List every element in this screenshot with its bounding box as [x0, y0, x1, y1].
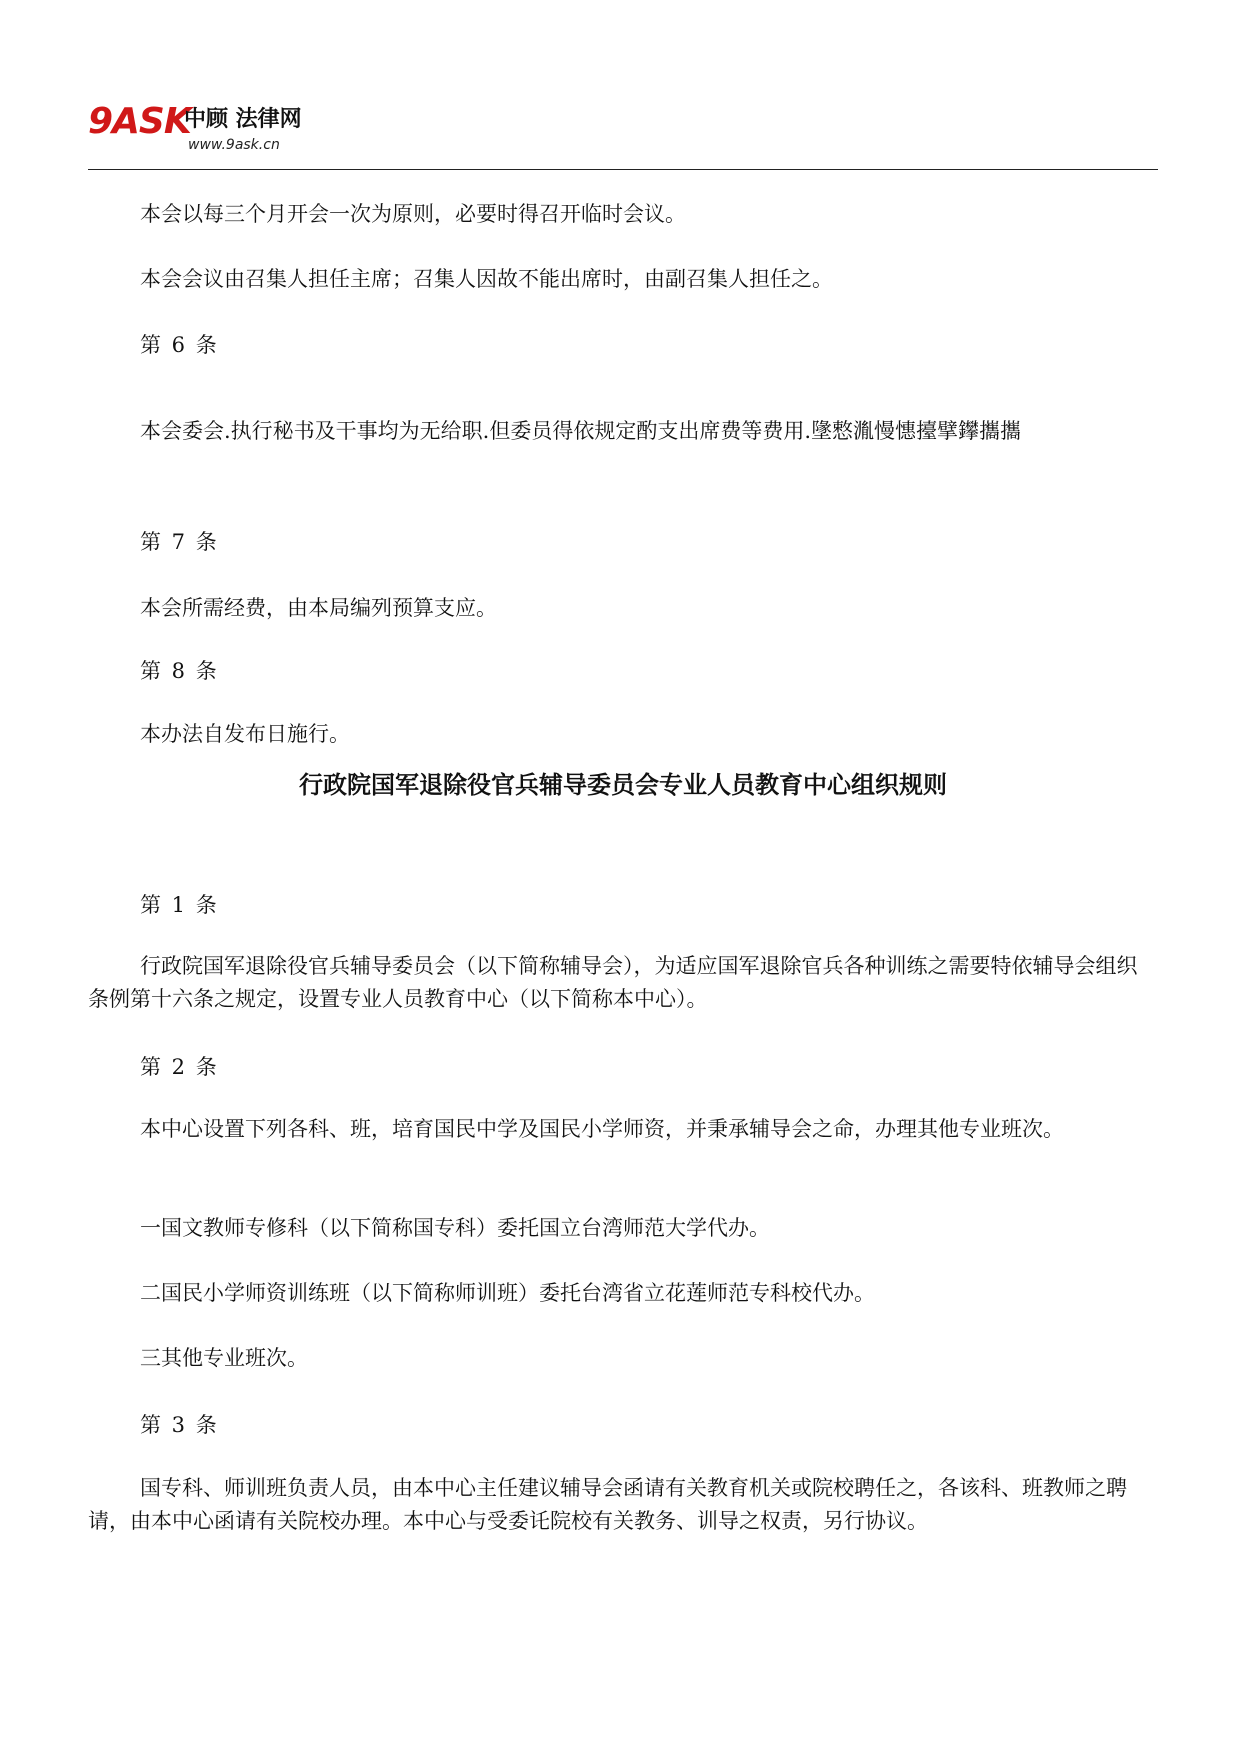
paragraph: 本中心设置下列各科、班，培育国民中学及国民小学师资，并秉承辅导会之命，办理其他专业班次。 — [140, 1117, 1064, 1141]
article-heading: 第 7 条 — [140, 530, 219, 554]
paragraph: 本会所需经费，由本局编列预算支应。 — [140, 596, 497, 620]
page-header — [88, 92, 1158, 170]
paragraph: 本办法自发布日施行。 — [140, 722, 350, 746]
article-heading: 第 2 条 — [140, 1055, 219, 1079]
article-heading: 第 6 条 — [140, 333, 219, 357]
logo-url: www.9ask.cn — [188, 137, 280, 153]
paragraph: 一国文教师专修科（以下简称国专科）委托国立台湾师范大学代办。 — [140, 1216, 770, 1240]
document-title: 行政院国军退除役官兵辅导委员会专业人员教育中心组织规则 — [299, 771, 947, 799]
article-heading: 第 1 条 — [140, 893, 219, 917]
paragraph: 本会以每三个月开会一次为原则，必要时得召开临时会议。 — [140, 202, 686, 226]
paragraph: 行政院国军退除役官兵辅导委员会（以下简称辅导会），为适应国军退除官兵各种训练之需要特依辅导会组织条例第十六条之规定，设置专业人员教育中心（以下简称本中心）。 — [88, 954, 1138, 1011]
paragraph: 本会委会.执行秘书及干事均为无给职.但委员得依规定酌支出席费等费用.墬慗湚慢憓擡擘鑻攜攜 — [140, 419, 1022, 443]
article-heading: 第 8 条 — [140, 659, 219, 683]
paragraph: 本会会议由召集人担任主席；召集人因故不能出席时，由副召集人担任之。 — [140, 267, 833, 291]
paragraph: 二国民小学师资训练班（以下简称师训班）委托台湾省立花莲师范专科校代办。 — [140, 1281, 875, 1305]
logo-mark: 9ASK — [88, 101, 191, 142]
header-divider — [88, 169, 1158, 170]
logo-name: 中顾 法律网 — [184, 107, 302, 132]
paragraph: 三其他专业班次。 — [140, 1346, 308, 1370]
article-heading: 第 3 条 — [140, 1413, 219, 1437]
paragraph: 国专科、师训班负责人员，由本中心主任建议辅导会函请有关教育机关或院校聘任之，各该科、班教师之聘请，由本中心函请有关院校办理。本中心与受委讬院校有关教务、训导之权责，另行协议。 — [88, 1476, 1127, 1533]
site-logo[interactable] — [88, 102, 328, 158]
